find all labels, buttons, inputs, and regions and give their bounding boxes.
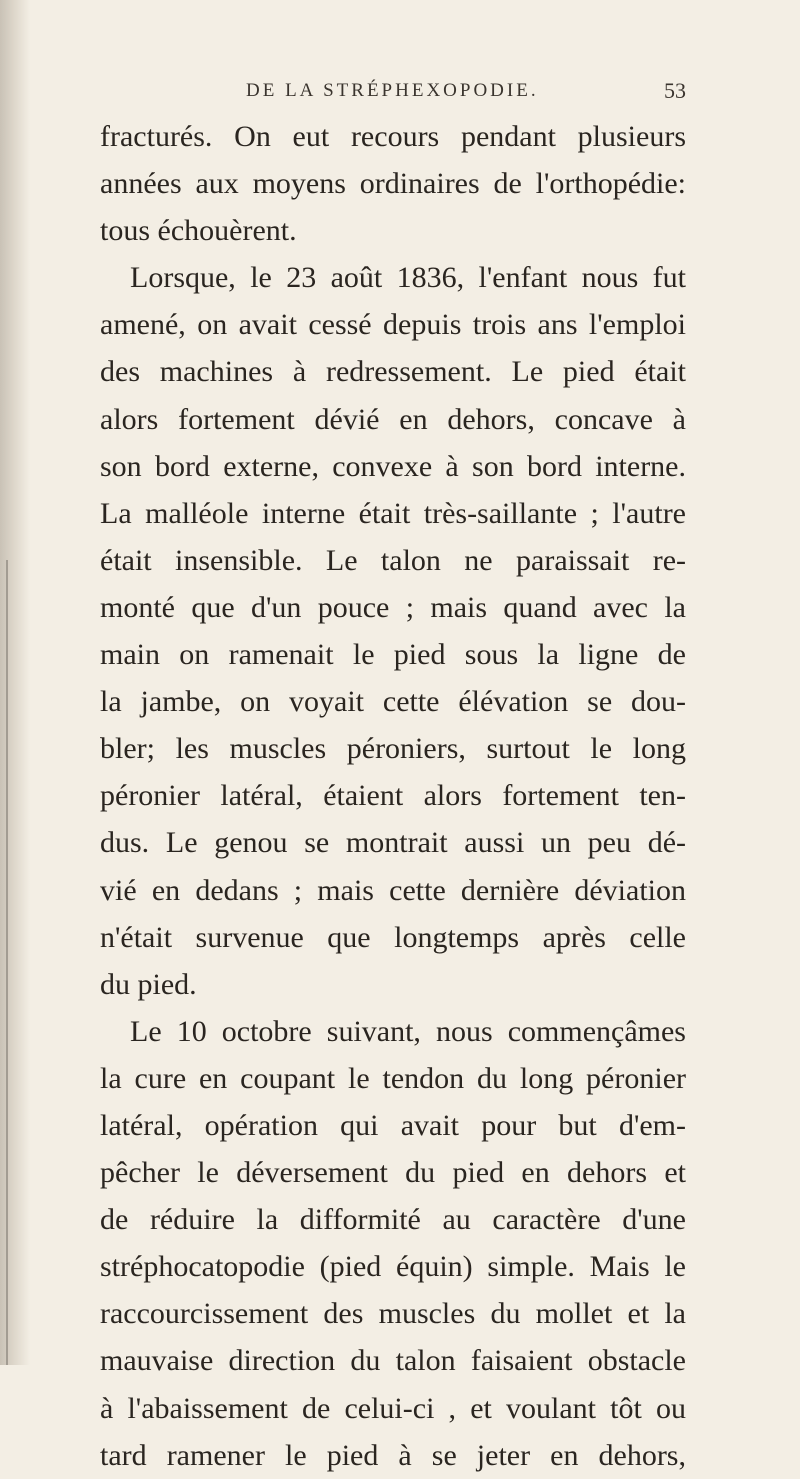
text-line: de réduire la difformité au caractère d'une <box>100 1203 686 1237</box>
page-edge-line <box>6 560 8 1365</box>
text-line: fracturés. On eut recours pendant plusieurs <box>100 120 686 153</box>
text-line: tous échouèrent. <box>100 214 297 248</box>
text-line: main on ramenait le pied sous la ligne de <box>100 638 686 672</box>
text-line: alors fortement dévié en dehors, concave à <box>100 402 686 436</box>
text-line: péronier latéral, étaient alors fortement ten- <box>100 779 686 813</box>
body-text <box>100 113 686 1479</box>
text-line: années aux moyens ordinaires de l'orthopédie: <box>100 167 686 201</box>
text-line: raccourcissement des muscles du mollet et la <box>100 1297 686 1331</box>
page-number: 53 <box>664 78 686 103</box>
text-line: des machines à redressement. Le pied était <box>100 355 686 389</box>
text-line: stréphocatopodie (pied équin) simple. Mais le <box>100 1250 686 1284</box>
text-line: bler; les muscles péroniers, surtout le long <box>100 732 686 766</box>
text-line: vié en dedans ; mais cette dernière déviation <box>100 873 686 907</box>
text-line: n'était survenue que longtemps après celle <box>100 920 686 954</box>
text-line: pêcher le déversement du pied en dehors et <box>100 1156 686 1190</box>
text-line: était insensible. Le talon ne paraissait re- <box>100 543 686 577</box>
text-line: La malléole interne était très-saillante ; l'autre <box>100 496 686 530</box>
text-line: la jambe, on voyait cette élévation se dou- <box>100 685 686 719</box>
text-line: dus. Le genou se montrait aussi un peu dé- <box>100 826 686 860</box>
text-line: monté que d'un pouce ; mais quand avec la <box>100 590 686 624</box>
running-head: DE LA STRÉPHEXOPODIE. <box>246 80 539 101</box>
text-line: amené, on avait cessé depuis trois ans l'emploi <box>100 308 686 342</box>
text-line: Lorsque, le 23 août 1836, l'enfant nous fut <box>130 261 686 295</box>
text-line: à l'abaissement de celui-ci , et voulant tôt ou <box>100 1391 686 1425</box>
text-line: Le 10 octobre suivant, nous commençâmes <box>130 1014 686 1048</box>
page-edge-shadow <box>0 0 30 1365</box>
text-line: son bord externe, convexe à son bord interne. <box>100 449 686 483</box>
text-line: tard ramener le pied à se jeter en dehors, <box>100 1438 686 1472</box>
text-line: la cure en coupant le tendon du long péronier <box>100 1061 686 1095</box>
text-line: mauvaise direction du talon faisaient obstacle <box>100 1344 686 1378</box>
text-line: du pied. <box>100 967 197 1001</box>
text-line: latéral, opération qui avait pour but d'em- <box>100 1108 686 1142</box>
